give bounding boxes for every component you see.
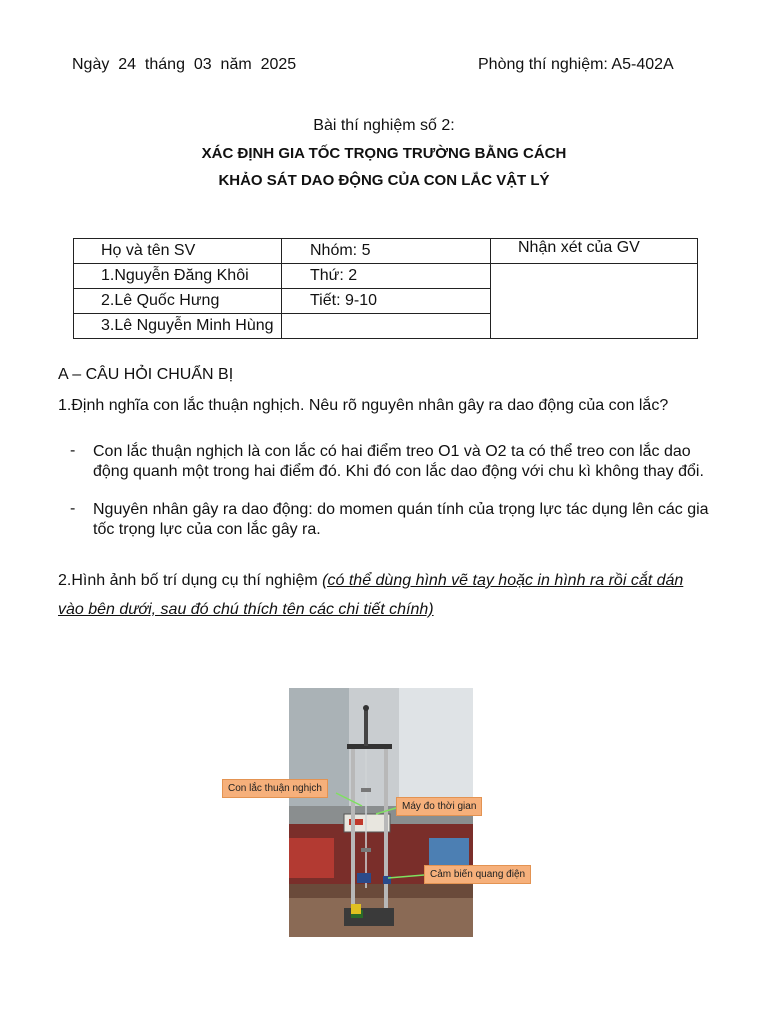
experiment-number: Bài thí nghiệm số 2:: [313, 117, 455, 134]
bullet-marker: -: [70, 500, 76, 517]
question-number: 1.: [58, 397, 72, 414]
label-photogate-sensor: Cảm biến quang điện: [424, 865, 531, 884]
empty-cell: [282, 314, 491, 339]
teacher-comment-box: [491, 264, 698, 339]
answer-bullet: Nguyên nhân gây ra dao động: do momen quán tính của trọng lực tác dụng lên các gia tốc trọng lực của con lắc gây ra.: [93, 501, 709, 538]
lab-room: Phòng thí nghiệm: A5-402A: [478, 56, 674, 73]
header-student-name: Họ và tên SV: [74, 239, 282, 264]
date-line: Ngày 24 tháng 03 năm 2025: [72, 56, 297, 73]
label-timer: Máy đo thời gian: [396, 797, 482, 816]
question-number: 2.: [58, 572, 72, 589]
period: Tiết: 9-10: [282, 289, 491, 314]
section-a-heading: A – CÂU HỎI CHUẨN BỊ: [58, 366, 234, 383]
experiment-title-line1: XÁC ĐỊNH GIA TỐC TRỌNG TRƯỜNG BẰNG CÁCH: [201, 145, 567, 162]
table-row: [74, 239, 698, 264]
question-2: [58, 566, 698, 624]
label-reversible-pendulum: Con lắc thuận nghịch: [222, 779, 328, 798]
header-group: Nhóm: 5: [282, 239, 491, 264]
experiment-title-line2: KHẢO SÁT DAO ĐỘNG CỦA CON LẮC VẬT LÝ: [218, 172, 550, 189]
student-name: 3.Lê Nguyễn Minh Hùng: [74, 314, 282, 339]
question-text: Hình ảnh bố trí dụng cụ thí nghiệm: [71, 572, 323, 589]
table-row: [74, 264, 698, 289]
student-info-table: [73, 238, 698, 339]
student-name: 2.Lê Quốc Hưng: [74, 289, 282, 314]
bullet-marker: -: [70, 442, 76, 459]
header-teacher-comment: Nhận xét của GV: [491, 239, 698, 264]
question-note: (có thể dùng hình vẽ tay hoặc in hình ra rồi cắt dán vào bên dưới, sau đó chú thích tên các chi tiết chính): [58, 572, 684, 618]
student-name: 1.Nguyễn Đăng Khôi: [74, 264, 282, 289]
question-text: Định nghĩa con lắc thuận nghịch. Nêu rõ nguyên nhân gây ra dao động của con lắc?: [71, 397, 669, 414]
weekday: Thứ: 2: [282, 264, 491, 289]
answer-bullet: Con lắc thuận nghịch là con lắc có hai điểm treo O1 và O2 ta có thể treo con lắc dao động quanh một trong hai điểm đó. Khi đó con lắc dao động với chu kì không thay đổi.: [93, 443, 704, 480]
question-1: [58, 397, 668, 415]
